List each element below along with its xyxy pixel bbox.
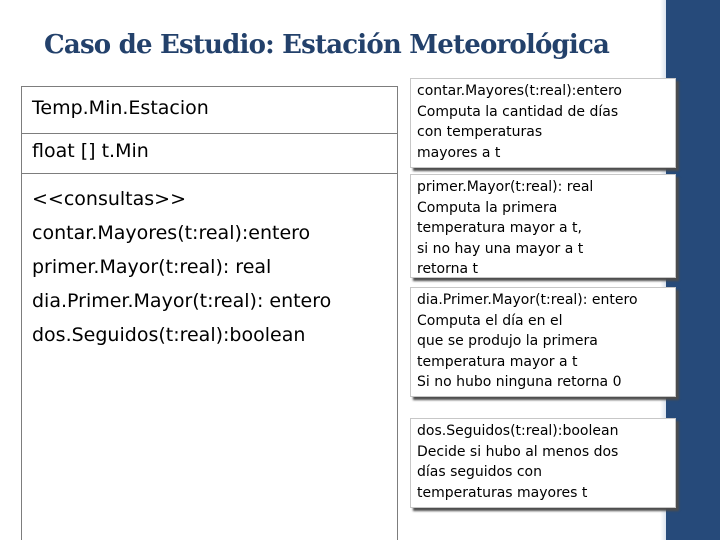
- operation-primer-mayor: primer.Mayor(t:real): real: [32, 256, 272, 278]
- operation-stereotype: <<consultas>>: [32, 188, 187, 210]
- note-contar-mayores: [410, 78, 676, 168]
- note-line: Computa el día en el: [417, 312, 563, 329]
- operation-dos-seguidos: dos.Seguidos(t:real):boolean: [32, 324, 306, 346]
- class-name: Temp.Min.Estacion: [22, 87, 397, 134]
- slide-title: Caso de Estudio: Estación Meteorológica: [44, 30, 610, 60]
- uml-class-box: [21, 86, 398, 540]
- operation-contar-mayores: contar.Mayores(t:real):entero: [32, 222, 311, 244]
- class-attribute: float [] t.Min: [22, 134, 397, 174]
- note-line: Computa la cantidad de días: [417, 103, 619, 120]
- note-dia-primer-mayor: [410, 287, 676, 397]
- note-primer-mayor: [410, 174, 676, 278]
- note-line: días seguidos con: [417, 464, 542, 480]
- note-dos-seguidos: [410, 418, 676, 508]
- class-operations: [22, 174, 397, 352]
- note-line: primer.Mayor(t:real): real: [417, 179, 594, 195]
- note-line: si no hay una mayor a t: [417, 240, 584, 257]
- note-line: temperatura mayor a t,: [417, 220, 582, 236]
- note-line: Si no hubo ninguna retorna 0: [417, 374, 622, 390]
- operation-dia-primer-mayor: dia.Primer.Mayor(t:real): entero: [32, 290, 332, 312]
- note-line: dia.Primer.Mayor(t:real): entero: [417, 292, 638, 308]
- note-line: mayores a t: [417, 144, 501, 161]
- note-line: Decide si hubo al menos dos: [417, 443, 619, 460]
- note-line: temperatura mayor a t: [417, 353, 578, 370]
- note-line: temperaturas mayores t: [417, 484, 588, 501]
- note-line: retorna t: [417, 261, 479, 277]
- note-line: dos.Seguidos(t:real):boolean: [417, 423, 619, 439]
- note-line: contar.Mayores(t:real):entero: [417, 83, 622, 99]
- note-line: con temperaturas: [417, 124, 543, 140]
- note-line: Computa la primera: [417, 199, 558, 216]
- note-line: que se produjo la primera: [417, 333, 598, 349]
